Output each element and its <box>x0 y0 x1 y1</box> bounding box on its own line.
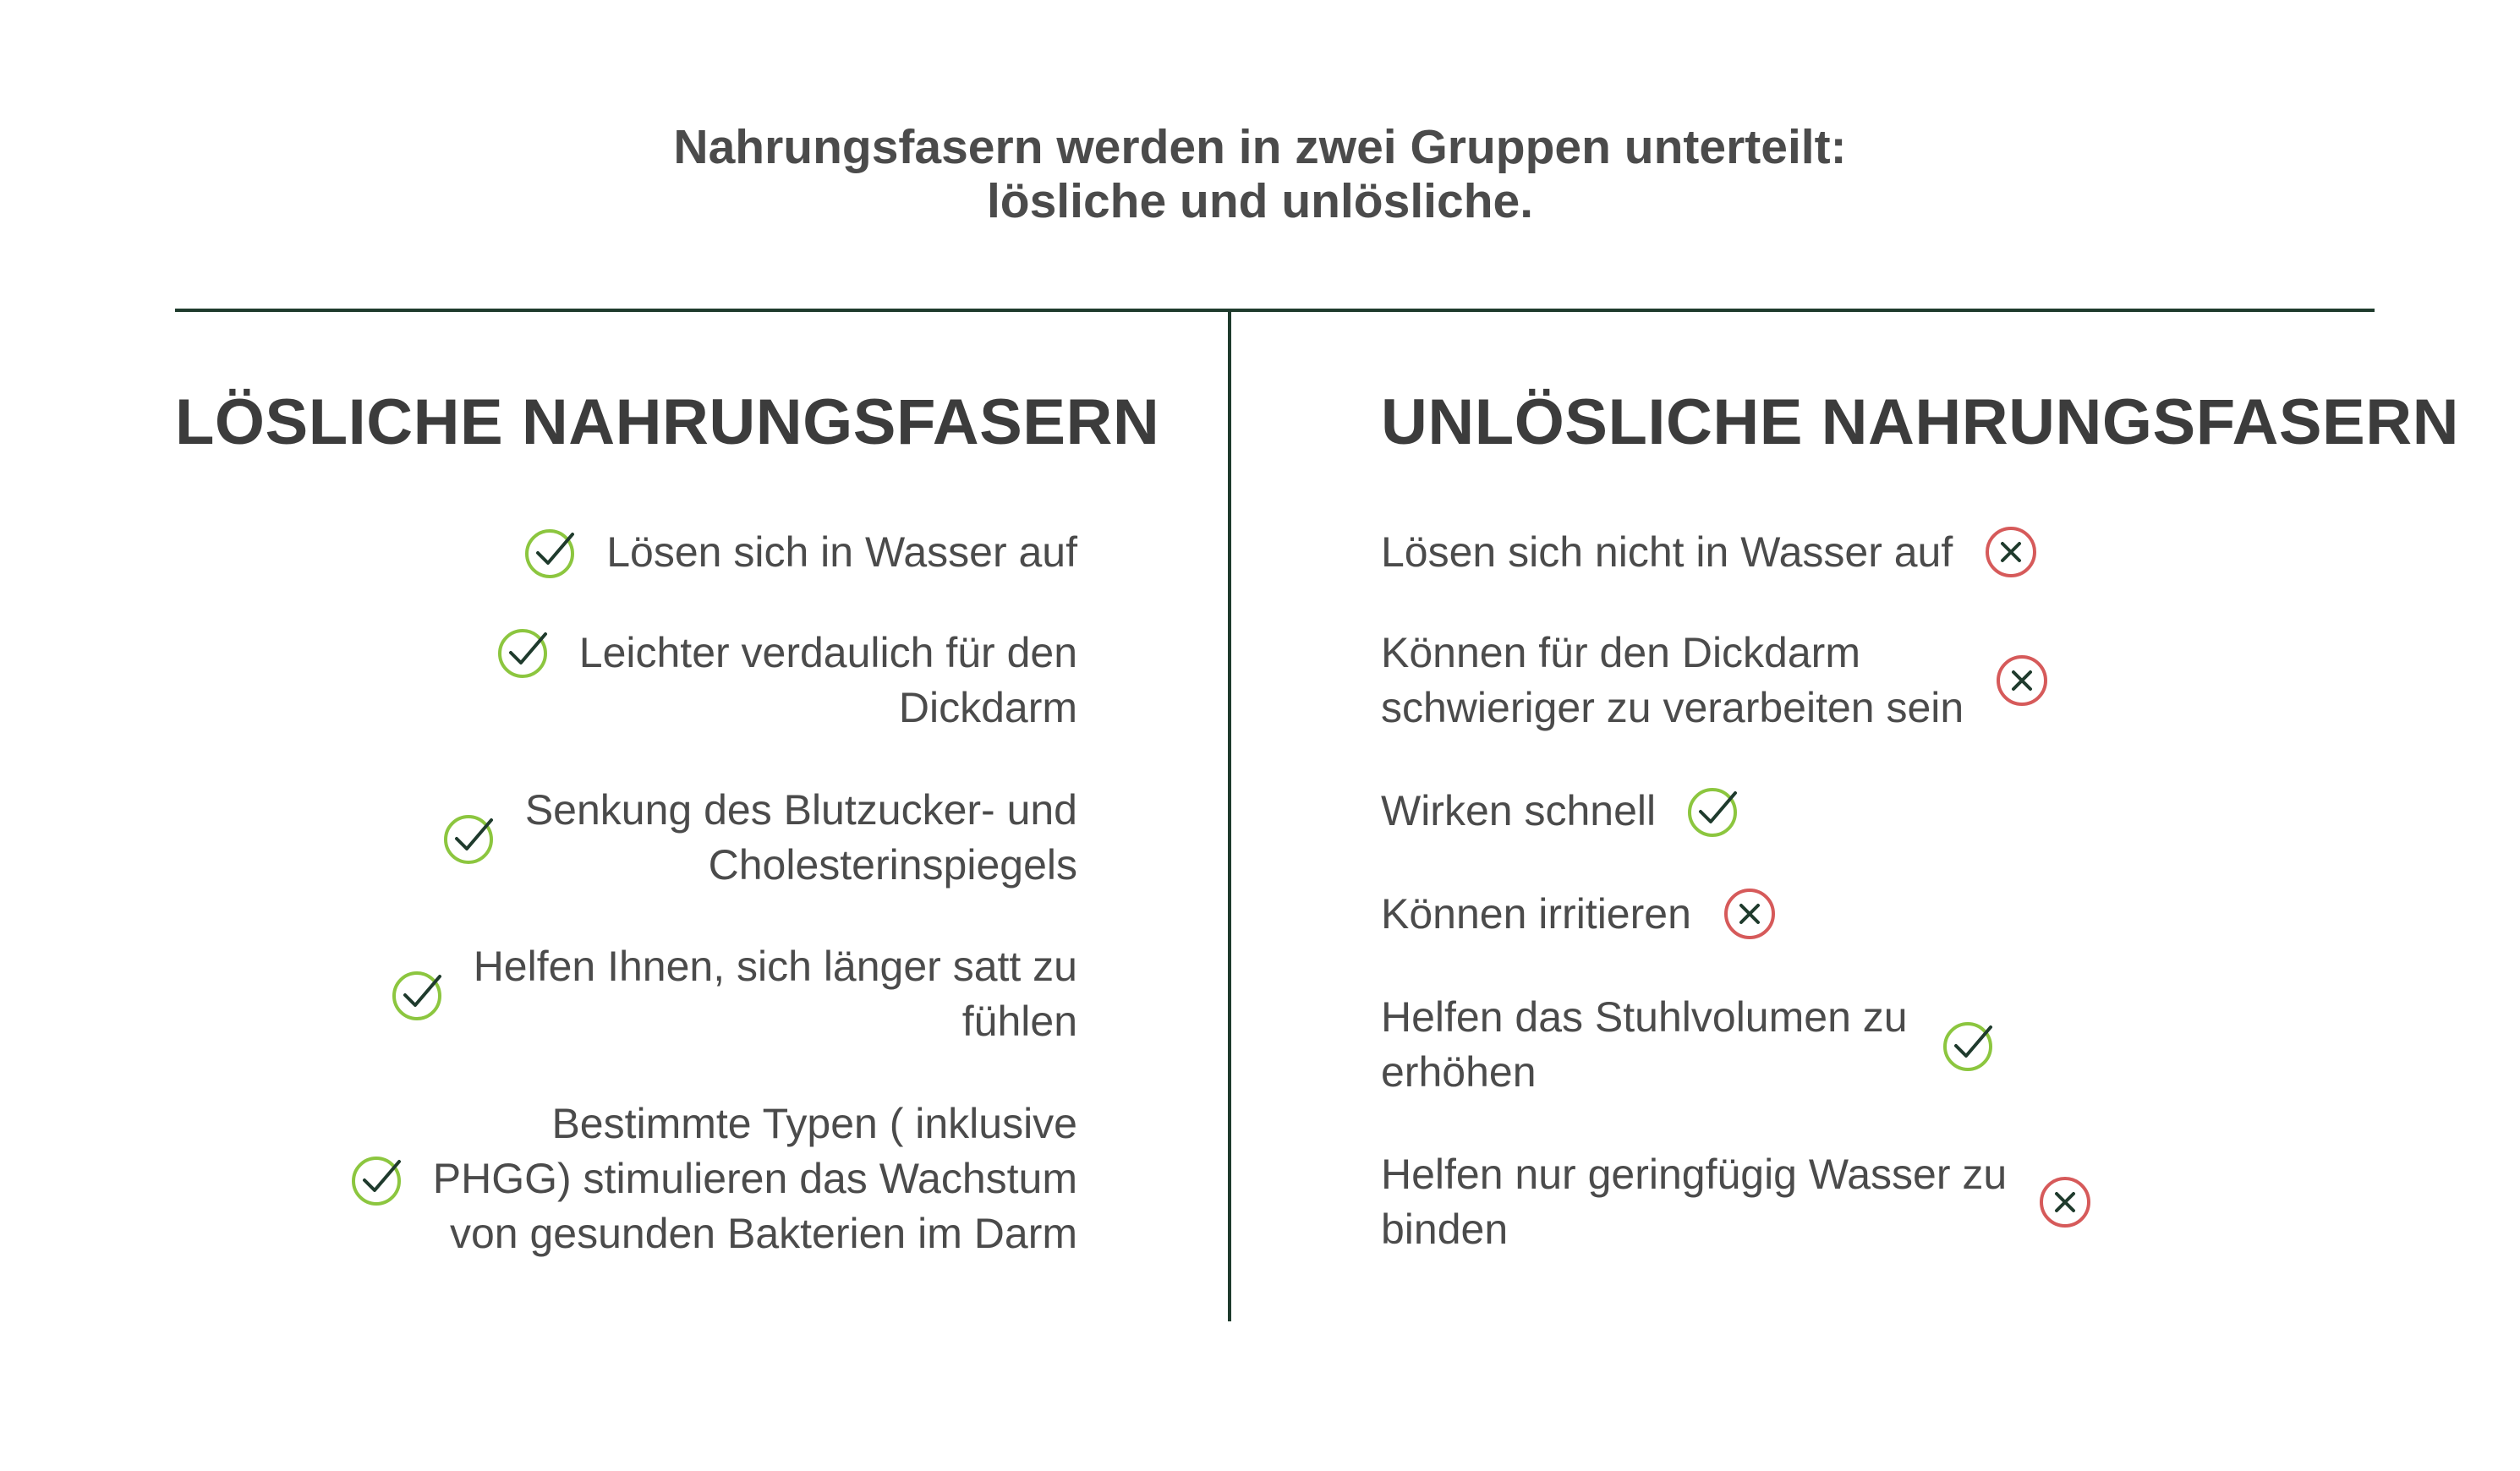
check-circle-icon <box>391 966 446 1022</box>
cross-circle-icon <box>1994 653 2050 708</box>
check-circle-icon <box>1686 783 1742 839</box>
list-item <box>442 783 1077 893</box>
check-circle-icon <box>1942 1017 1997 1073</box>
list-item-text: Können für den Dickdarm schwieriger zu verarbeiten sein <box>1381 629 1964 731</box>
intro-line-1: Nahrungsfasern werden in zwei Gruppen unterteilt: <box>673 120 1847 174</box>
list-item <box>1381 990 1997 1100</box>
list-item <box>1381 886 1778 942</box>
list-item <box>1381 524 2039 580</box>
list-item-text: Senkung des Blutzucker- und Cholesterinspiegels <box>524 786 1077 889</box>
cross-circle-icon <box>1983 524 2039 580</box>
check-circle-icon <box>350 1151 406 1207</box>
list-item-text: Lösen sich in Wasser auf <box>606 528 1077 576</box>
list-item <box>1381 783 1742 839</box>
soluble-fiber-heading: LÖSLICHE NAHRUNGSFASERN <box>175 386 1160 458</box>
check-circle-icon <box>496 624 552 680</box>
list-item <box>496 626 1077 736</box>
intro-line-2: lösliche und unlösliche. <box>986 174 1534 228</box>
horizontal-divider <box>175 309 2375 312</box>
list-item-text: Helfen nur geringfügig Wasser zu binden <box>1381 1151 2008 1253</box>
intro-text <box>0 120 2520 228</box>
list-item <box>523 524 1077 580</box>
cross-circle-icon <box>1722 886 1778 942</box>
list-item <box>1381 1147 2093 1257</box>
list-item-text: Leichter verdaulich für den Dickdarm <box>578 629 1077 731</box>
cross-circle-icon <box>2037 1174 2093 1230</box>
vertical-divider <box>1228 310 1231 1321</box>
list-item-text: Helfen das Stuhlvolumen zu erhöhen <box>1381 993 1908 1096</box>
check-circle-icon <box>442 810 498 866</box>
list-item-text: Können irritieren <box>1381 889 1691 938</box>
list-item <box>391 939 1077 1049</box>
list-item-text: Bestimmte Typen ( inklusive PHGG) stimulieren das Wachstum von gesunden Bakterien im Darm <box>432 1100 1077 1257</box>
list-item <box>1381 626 2050 736</box>
check-circle-icon <box>523 524 579 580</box>
list-item <box>350 1096 1077 1261</box>
list-item-text: Lösen sich nicht in Wasser auf <box>1381 528 1953 576</box>
insoluble-fiber-heading: UNLÖSLICHE NAHRUNGSFASERN <box>1381 386 2459 458</box>
list-item-text: Helfen Ihnen, sich länger satt zu fühlen <box>473 943 1077 1045</box>
list-item-text: Wirken schnell <box>1381 786 1657 834</box>
